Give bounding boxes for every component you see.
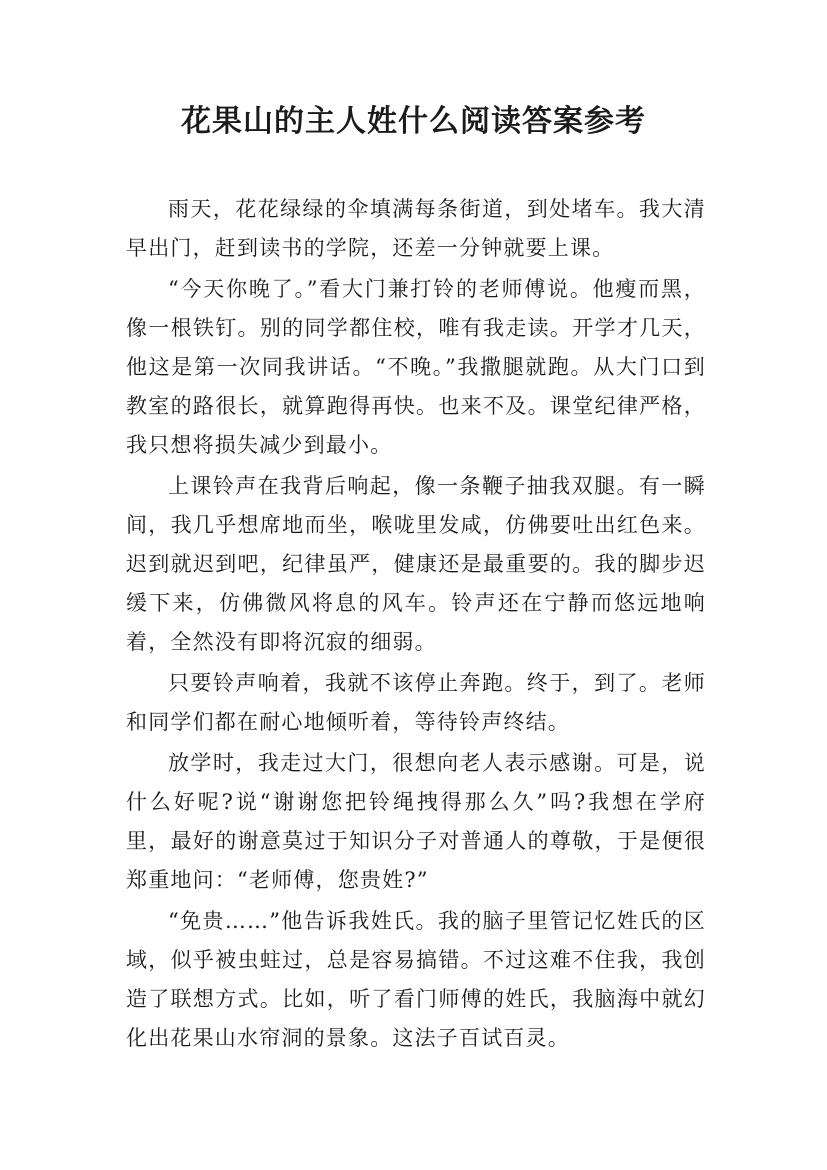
paragraph-6: “免贵……”他告诉我姓氏。我的脑子里管记忆姓氏的区域，似乎被虫蛀过，总是容易搞错。不过这难不住我，我创造了联想方式。比如，听了看门师傅的姓氏，我脑海中就幻化出花果山水帘洞的景象。这法子百试百灵。 bbox=[126, 909, 706, 1050]
document-title: 花果山的主人姓什么阅读答案参考 bbox=[181, 104, 646, 139]
paragraph-5: 放学时，我走过大门，很想向老人表示感谢。可是，说什么好呢?说“谢谢您把铃绳拽得那么久”吗?我想在学府里，最好的谢意莫过于知识分子对普通人的尊敬，于是便很郑重地问：“老师傅，您贵姓?” bbox=[126, 751, 706, 892]
paragraph-1: 雨天，花花绿绿的伞填满每条街道，到处堵车。我大清早出门，赶到读书的学院，还差一分钟就要上课。 bbox=[126, 197, 706, 260]
paragraph-4: 只要铃声响着，我就不该停止奔跑。终于，到了。老师和同学们都在耐心地倾听着，等待铃声终结。 bbox=[126, 671, 706, 734]
paragraph-2: “今天你晚了。”看大门兼打铃的老师傅说。他瘦而黑，像一根铁钉。别的同学都住校，唯有我走读。开学才几天，他这是第一次同我讲话。“不晚。”我撒腿就跑。从大门口到教室的路很长，就算跑得再快。也来不及。课堂纪律严格，我只想将损失减少到最小。 bbox=[126, 277, 706, 457]
article-body bbox=[126, 190, 706, 1060]
paragraph-3: 上课铃声在我背后响起，像一条鞭子抽我双腿。有一瞬间，我几乎想席地而坐，喉咙里发咸，仿佛要吐出红色来。迟到就迟到吧，纪律虽严，健康还是最重要的。我的脚步迟缓下来，仿佛微风将息的风车。铃声还在宁静而悠远地响着，全然没有即将沉寂的细弱。 bbox=[126, 474, 706, 654]
